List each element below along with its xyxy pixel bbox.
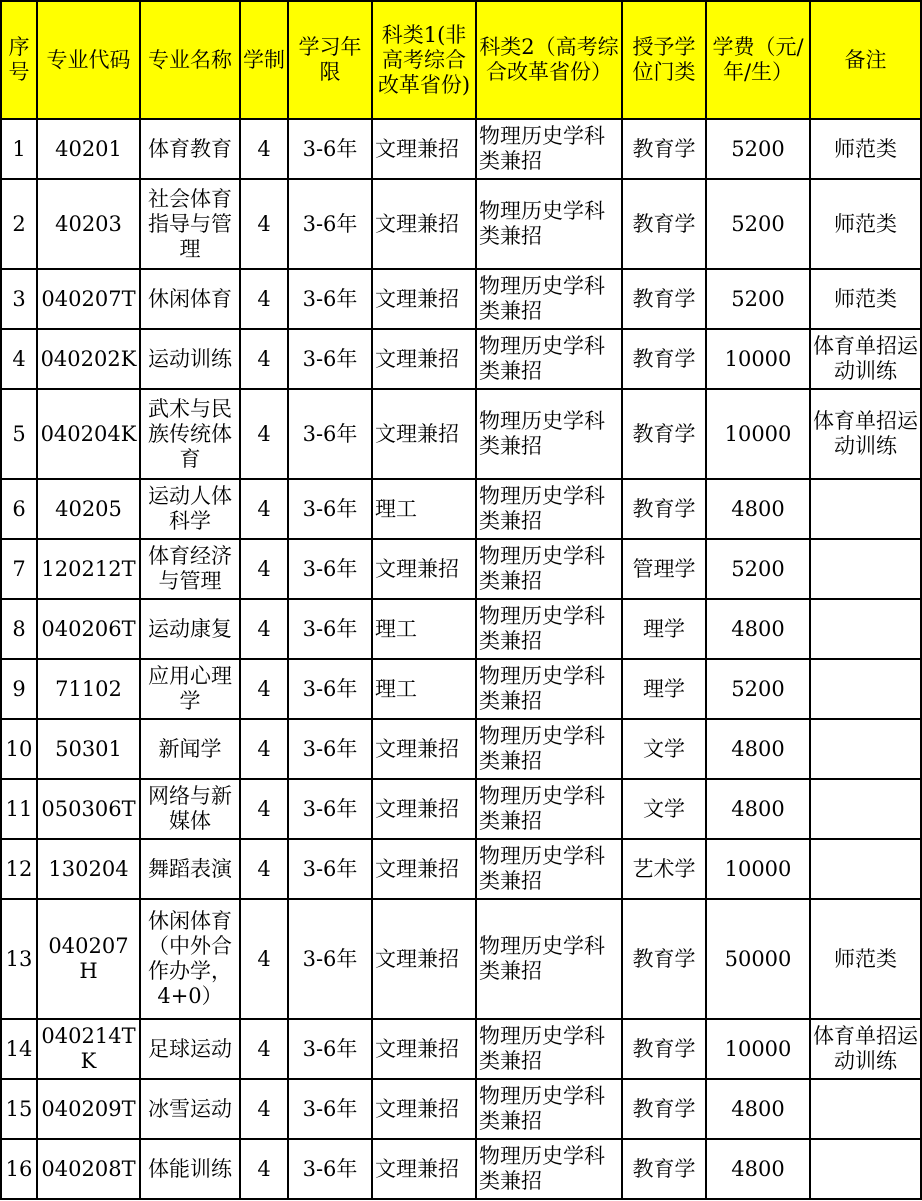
cell-years: 3-6年 xyxy=(288,329,372,389)
cell-fee: 4800 xyxy=(706,779,810,839)
cell-system: 4 xyxy=(240,389,288,479)
table-row xyxy=(1,719,921,779)
cell-name: 休闲体育 xyxy=(140,269,240,329)
cell-category-2: 物理历史学科类兼招 xyxy=(476,659,622,719)
cell-note xyxy=(810,719,921,779)
table-row xyxy=(1,1079,921,1139)
header-category-1: 科类1(非高考综合改革省份) xyxy=(372,1,476,119)
table-row xyxy=(1,1139,921,1199)
cell-code: 040204K xyxy=(37,389,140,479)
cell-category-1: 理工 xyxy=(372,479,476,539)
cell-category-2: 物理历史学科类兼招 xyxy=(476,119,622,179)
cell-system: 4 xyxy=(240,539,288,599)
cell-degree: 管理学 xyxy=(622,539,706,599)
cell-no: 14 xyxy=(1,1019,37,1079)
header-name: 专业名称 xyxy=(140,1,240,119)
table-row xyxy=(1,479,921,539)
cell-fee: 5200 xyxy=(706,269,810,329)
header-code: 专业代码 xyxy=(37,1,140,119)
table-row xyxy=(1,839,921,899)
cell-category-1: 文理兼招 xyxy=(372,539,476,599)
cell-years: 3-6年 xyxy=(288,839,372,899)
cell-note: 体育单招运动训练 xyxy=(810,389,921,479)
cell-code: 040214TK xyxy=(37,1019,140,1079)
cell-note xyxy=(810,779,921,839)
cell-category-1: 文理兼招 xyxy=(372,1139,476,1199)
cell-degree: 教育学 xyxy=(622,179,706,269)
cell-name: 运动训练 xyxy=(140,329,240,389)
cell-code: 40203 xyxy=(37,179,140,269)
table-row xyxy=(1,119,921,179)
cell-category-1: 文理兼招 xyxy=(372,329,476,389)
cell-category-2: 物理历史学科类兼招 xyxy=(476,329,622,389)
cell-system: 4 xyxy=(240,479,288,539)
cell-fee: 50000 xyxy=(706,899,810,1019)
cell-years: 3-6年 xyxy=(288,899,372,1019)
cell-fee: 10000 xyxy=(706,389,810,479)
cell-no: 5 xyxy=(1,389,37,479)
cell-years: 3-6年 xyxy=(288,389,372,479)
header-no: 序号 xyxy=(1,1,37,119)
cell-years: 3-6年 xyxy=(288,1139,372,1199)
cell-system: 4 xyxy=(240,839,288,899)
cell-category-2: 物理历史学科类兼招 xyxy=(476,1139,622,1199)
cell-fee: 5200 xyxy=(706,539,810,599)
cell-code: 40205 xyxy=(37,479,140,539)
cell-category-1: 文理兼招 xyxy=(372,119,476,179)
header-category-2: 科类2（高考综合改革省份） xyxy=(476,1,622,119)
cell-no: 2 xyxy=(1,179,37,269)
cell-category-2: 物理历史学科类兼招 xyxy=(476,479,622,539)
cell-years: 3-6年 xyxy=(288,269,372,329)
cell-name: 应用心理学 xyxy=(140,659,240,719)
cell-no: 7 xyxy=(1,539,37,599)
cell-code: 040208T xyxy=(37,1139,140,1199)
cell-fee: 4800 xyxy=(706,599,810,659)
cell-note xyxy=(810,839,921,899)
cell-no: 3 xyxy=(1,269,37,329)
cell-category-2: 物理历史学科类兼招 xyxy=(476,779,622,839)
cell-code: 040207T xyxy=(37,269,140,329)
cell-no: 13 xyxy=(1,899,37,1019)
cell-name: 体育经济与管理 xyxy=(140,539,240,599)
cell-system: 4 xyxy=(240,719,288,779)
cell-system: 4 xyxy=(240,329,288,389)
cell-category-2: 物理历史学科类兼招 xyxy=(476,599,622,659)
cell-note xyxy=(810,539,921,599)
cell-degree: 文学 xyxy=(622,719,706,779)
table-row xyxy=(1,389,921,479)
cell-fee: 4800 xyxy=(706,479,810,539)
cell-degree: 艺术学 xyxy=(622,839,706,899)
cell-code: 040207H xyxy=(37,899,140,1019)
cell-no: 12 xyxy=(1,839,37,899)
cell-years: 3-6年 xyxy=(288,479,372,539)
header-note: 备注 xyxy=(810,1,921,119)
table-row xyxy=(1,329,921,389)
cell-name: 体能训练 xyxy=(140,1139,240,1199)
cell-fee: 4800 xyxy=(706,719,810,779)
cell-note xyxy=(810,1139,921,1199)
cell-note: 师范类 xyxy=(810,899,921,1019)
cell-degree: 教育学 xyxy=(622,1079,706,1139)
cell-code: 50301 xyxy=(37,719,140,779)
cell-degree: 教育学 xyxy=(622,269,706,329)
cell-category-2: 物理历史学科类兼招 xyxy=(476,179,622,269)
cell-name: 网络与新媒体 xyxy=(140,779,240,839)
cell-note: 体育单招运动训练 xyxy=(810,1019,921,1079)
cell-note: 师范类 xyxy=(810,119,921,179)
cell-category-1: 文理兼招 xyxy=(372,719,476,779)
cell-name: 运动康复 xyxy=(140,599,240,659)
cell-name: 运动人体科学 xyxy=(140,479,240,539)
cell-note xyxy=(810,1079,921,1139)
cell-no: 10 xyxy=(1,719,37,779)
cell-no: 9 xyxy=(1,659,37,719)
cell-degree: 理学 xyxy=(622,599,706,659)
cell-system: 4 xyxy=(240,119,288,179)
cell-category-2: 物理历史学科类兼招 xyxy=(476,1019,622,1079)
cell-code: 040202K xyxy=(37,329,140,389)
cell-category-1: 文理兼招 xyxy=(372,269,476,329)
cell-years: 3-6年 xyxy=(288,779,372,839)
cell-system: 4 xyxy=(240,179,288,269)
table-row xyxy=(1,779,921,839)
cell-category-1: 文理兼招 xyxy=(372,839,476,899)
cell-years: 3-6年 xyxy=(288,719,372,779)
cell-category-2: 物理历史学科类兼招 xyxy=(476,269,622,329)
header-system: 学制 xyxy=(240,1,288,119)
cell-degree: 理学 xyxy=(622,659,706,719)
cell-code: 71102 xyxy=(37,659,140,719)
cell-no: 6 xyxy=(1,479,37,539)
cell-name: 社会体育指导与管理 xyxy=(140,179,240,269)
header-years: 学习年限 xyxy=(288,1,372,119)
cell-years: 3-6年 xyxy=(288,599,372,659)
cell-no: 4 xyxy=(1,329,37,389)
cell-code: 040206T xyxy=(37,599,140,659)
cell-degree: 教育学 xyxy=(622,479,706,539)
table-row xyxy=(1,539,921,599)
cell-degree: 教育学 xyxy=(622,1139,706,1199)
cell-degree: 教育学 xyxy=(622,119,706,179)
cell-fee: 10000 xyxy=(706,839,810,899)
header-row xyxy=(1,1,921,119)
cell-name: 休闲体育（中外合作办学，4+0） xyxy=(140,899,240,1019)
cell-category-1: 理工 xyxy=(372,599,476,659)
cell-years: 3-6年 xyxy=(288,119,372,179)
cell-name: 舞蹈表演 xyxy=(140,839,240,899)
cell-code: 40201 xyxy=(37,119,140,179)
cell-fee: 10000 xyxy=(706,1019,810,1079)
cell-system: 4 xyxy=(240,659,288,719)
table-row xyxy=(1,179,921,269)
cell-category-2: 物理历史学科类兼招 xyxy=(476,719,622,779)
cell-system: 4 xyxy=(240,779,288,839)
cell-category-2: 物理历史学科类兼招 xyxy=(476,1079,622,1139)
cell-years: 3-6年 xyxy=(288,1019,372,1079)
cell-system: 4 xyxy=(240,1079,288,1139)
cell-system: 4 xyxy=(240,1139,288,1199)
cell-system: 4 xyxy=(240,1019,288,1079)
cell-note: 师范类 xyxy=(810,179,921,269)
cell-category-2: 物理历史学科类兼招 xyxy=(476,899,622,1019)
cell-degree: 教育学 xyxy=(622,389,706,479)
cell-name: 冰雪运动 xyxy=(140,1079,240,1139)
cell-name: 体育教育 xyxy=(140,119,240,179)
cell-system: 4 xyxy=(240,599,288,659)
cell-no: 1 xyxy=(1,119,37,179)
cell-category-1: 文理兼招 xyxy=(372,179,476,269)
cell-code: 120212T xyxy=(37,539,140,599)
cell-code: 050306T xyxy=(37,779,140,839)
header-degree: 授予学位门类 xyxy=(622,1,706,119)
cell-category-1: 理工 xyxy=(372,659,476,719)
cell-category-2: 物理历史学科类兼招 xyxy=(476,389,622,479)
cell-degree: 文学 xyxy=(622,779,706,839)
cell-fee: 10000 xyxy=(706,329,810,389)
cell-name: 新闻学 xyxy=(140,719,240,779)
cell-system: 4 xyxy=(240,269,288,329)
cell-name: 武术与民族传统体育 xyxy=(140,389,240,479)
cell-note: 体育单招运动训练 xyxy=(810,329,921,389)
table-row xyxy=(1,269,921,329)
cell-fee: 5200 xyxy=(706,119,810,179)
cell-category-1: 文理兼招 xyxy=(372,389,476,479)
cell-category-2: 物理历史学科类兼招 xyxy=(476,839,622,899)
cell-name: 足球运动 xyxy=(140,1019,240,1079)
cell-no: 16 xyxy=(1,1139,37,1199)
cell-note xyxy=(810,599,921,659)
cell-degree: 教育学 xyxy=(622,1019,706,1079)
table-row xyxy=(1,1019,921,1079)
cell-system: 4 xyxy=(240,899,288,1019)
cell-degree: 教育学 xyxy=(622,329,706,389)
cell-category-1: 文理兼招 xyxy=(372,899,476,1019)
cell-no: 11 xyxy=(1,779,37,839)
header-fee: 学费（元/年/生） xyxy=(706,1,810,119)
cell-fee: 4800 xyxy=(706,1139,810,1199)
cell-note: 师范类 xyxy=(810,269,921,329)
cell-category-2: 物理历史学科类兼招 xyxy=(476,539,622,599)
cell-years: 3-6年 xyxy=(288,539,372,599)
cell-fee: 4800 xyxy=(706,1079,810,1139)
cell-code: 040209T xyxy=(37,1079,140,1139)
cell-category-1: 文理兼招 xyxy=(372,779,476,839)
cell-fee: 5200 xyxy=(706,179,810,269)
cell-fee: 5200 xyxy=(706,659,810,719)
cell-degree: 教育学 xyxy=(622,899,706,1019)
cell-category-1: 文理兼招 xyxy=(372,1019,476,1079)
cell-years: 3-6年 xyxy=(288,659,372,719)
cell-no: 8 xyxy=(1,599,37,659)
cell-years: 3-6年 xyxy=(288,1079,372,1139)
cell-category-1: 文理兼招 xyxy=(372,1079,476,1139)
cell-note xyxy=(810,479,921,539)
table-row xyxy=(1,599,921,659)
cell-code: 130204 xyxy=(37,839,140,899)
table-row xyxy=(1,899,921,1019)
cell-note xyxy=(810,659,921,719)
table-row xyxy=(1,659,921,719)
cell-years: 3-6年 xyxy=(288,179,372,269)
cell-no: 15 xyxy=(1,1079,37,1139)
